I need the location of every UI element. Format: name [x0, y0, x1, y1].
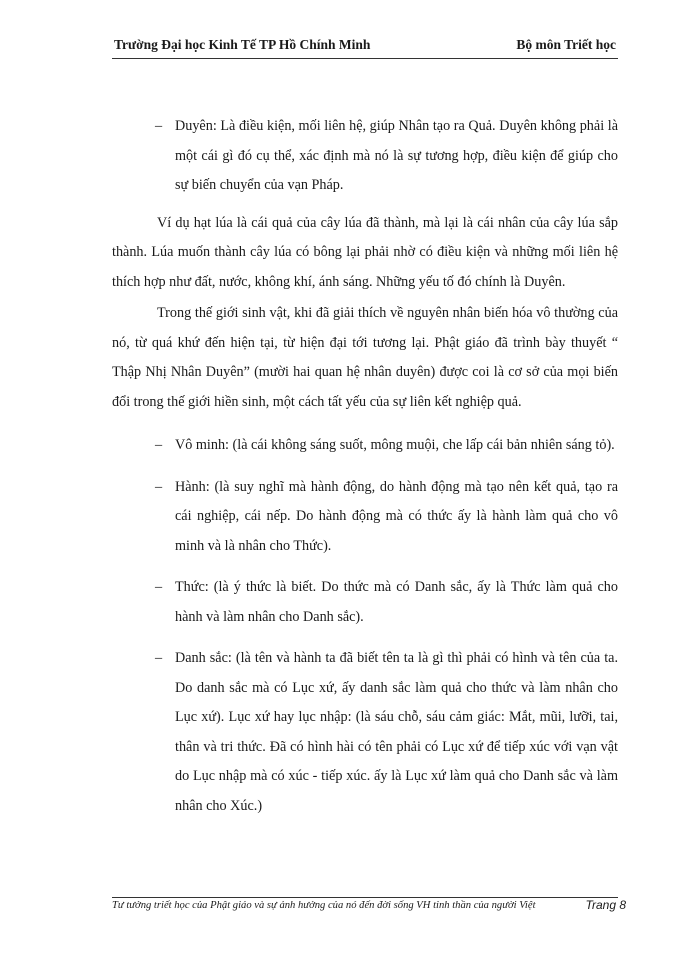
page-number: Trang 8: [585, 898, 626, 912]
dash-marker: –: [155, 478, 163, 495]
page-footer: [112, 897, 626, 912]
dash-marker: –: [155, 650, 163, 666]
bullet-duyen: [112, 112, 618, 201]
footer-document-title: Tư tưởng triết học của Phật giáo và sự ảnh hưởng của nó đến đời sống VH tinh thần của người Việt: [112, 900, 536, 911]
header-school: Trường Đại học Kinh Tế TP Hồ Chính Minh: [114, 37, 371, 52]
bullet-text: Thức: (là ý thức là biết. Do thức mà có Danh sắc, ấy là Thức làm quả cho hành và làm nhân cho Danh sắc).: [175, 579, 618, 625]
bullet-danh-sac: [112, 644, 618, 821]
dash-marker: –: [155, 579, 163, 595]
bullet-vo-minh: [112, 431, 618, 461]
bullet-text: Vô minh: (là cái không sáng suốt, mông muội, che lấp cái bản nhiên sáng tỏ).: [175, 437, 615, 453]
paragraph-the-gioi-sinh-vat: Trong thế giới sinh vật, khi đã giải thích về nguyên nhân biến hóa vô thường của nó, từ quá khứ đến hiện tại, từ hiện đại tới tương lại. Phật giáo đã trình bày thuyết “ Thập Nhị Nhân Duyên” (mười hai quan hệ nhân duyên) được coi là cơ sở của mọi biến đổi trong thế giới hiền sinh, một cách tất yếu của sự liên kết nghiệp quả.: [112, 305, 618, 410]
page-body: [112, 112, 618, 833]
bullet-text: Duyên: Là điều kiện, mối liên hệ, giúp Nhân tạo ra Quả. Duyên không phải là một cái gì đó cụ thể, xác định mà nó là sự tương hợp, điều kiện để giúp cho sự biến chuyển của vạn Pháp.: [175, 118, 618, 193]
dash-marker: –: [155, 437, 163, 453]
page-header: [112, 36, 618, 59]
dash-marker: –: [155, 118, 163, 134]
header-department: Bộ môn Triết học: [516, 37, 616, 52]
bullet-text: Hành: (là suy nghĩ mà hành động, do hành động mà tạo nên kết quả, tạo ra cái nghiệp, cái nếp. Do hành động mà có thức ấy là hành làm quả cho vô minh và là nhân cho Thức).: [175, 478, 618, 554]
bullet-thuc: [112, 573, 618, 632]
bullet-hanh: [112, 473, 618, 562]
paragraph-vi-du: Ví dụ hạt lúa là cái quả của cây lúa đã thành, mà lại là cái nhân của cây lúa sắp thành. Lúa muốn thành cây lúa có bông lại phải nhờ có điều kiện và những mối liên hệ thích hợp như đất, nước, không khí, ánh sáng. Những yếu tố đó chính là Duyên.: [112, 214, 618, 290]
bullet-text: Danh sắc: (là tên và hành ta đã biết tên ta là gì thì phải có hình và tên của ta. Do danh sắc mà có Lục xứ, ấy danh sắc làm quả cho thức và làm nhân cho Lục xứ). Lục xứ hay lục nhập: (là sáu chỗ, sáu cảm giác: Mắt, mũi, lưỡi, tai, thân và tri thức. Đã có hình hài có tên phải có Lục xứ để tiếp xúc với vạn vật do Lục nhập mà có xúc - tiếp xúc. ấy là Lục xứ làm quả cho Danh sắc và làm nhân cho Xúc.): [175, 650, 618, 814]
